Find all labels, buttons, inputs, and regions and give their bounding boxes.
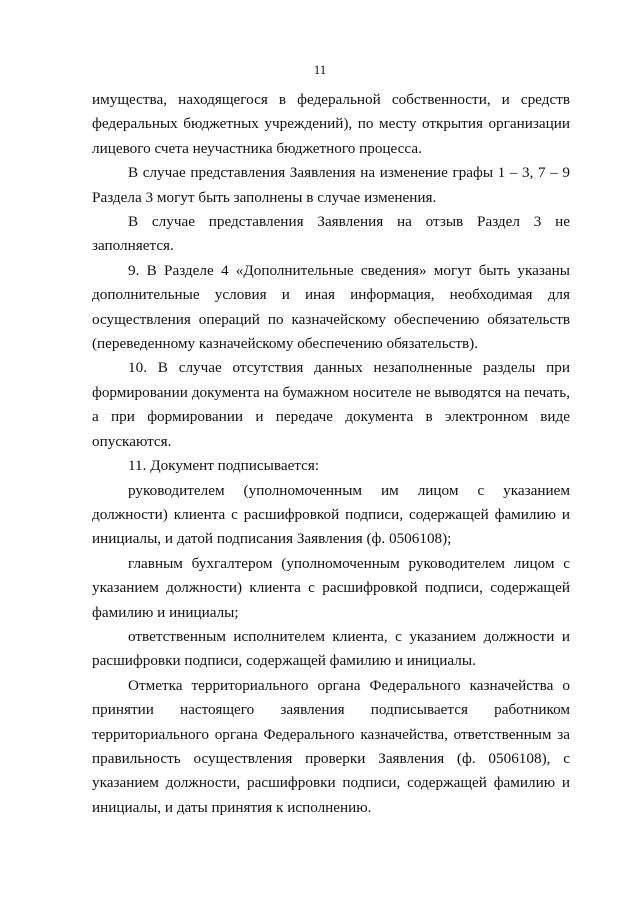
paragraph-signer-executor: ответственным исполнителем клиента, с указанием должности и расшифровки подписи, содержащей фамилию и инициалы. <box>92 627 570 670</box>
paragraph-item-11: 11. Документ подписывается: <box>128 457 320 475</box>
paragraph-revoke-statement: В случае представления Заявления на отзыв Раздел 3 не заполняется. <box>92 213 570 255</box>
paragraph-change-statement: В случае представления Заявления на изменение графы 1 – 3, 7 – 9 Раздела 3 могут быть заполнены в случае изменения. <box>92 164 570 206</box>
document-body <box>92 88 570 820</box>
paragraph-continuation: имущества, находящегося в федеральной собственности, и средств федеральных бюджетных учреждений), по месту открытия организации лицевого счета неучастника бюджетного процесса. <box>92 91 570 157</box>
paragraph-item-10: 10. В случае отсутствия данных незаполненные разделы при формировании документа на бумажном носителе не выводятся на печать, а при формировании и передаче документа в электронном виде опускаются. <box>92 359 570 450</box>
paragraph-item-9: 9. В Разделе 4 «Дополнительные сведения» могут быть указаны дополнительные условия и иная информация, необходимая для осуществления операций по казначейскому обеспечению обязательств (переведенному казначейскому обеспечению обязательств). <box>92 261 570 353</box>
paragraph-signer-head: руководителем (уполномоченным им лицом с указанием должности) клиента с расшифровкой подписи, содержащей фамилию и инициалы, и датой подписания Заявления (ф. 0506108); <box>92 481 570 548</box>
paragraph-treasury-mark: Отметка территориального органа Федерального казначейства о принятии настоящего заявления подписывается работником территориального органа Федерального казначейства, ответственным за правильность осуществления проверки Заявления (ф. 0506108), с указанием должности, расшифровки подписи, содержащей фамилию и инициалы, и даты принятия к исполнению. <box>92 676 570 816</box>
paragraph-signer-accountant: главным бухгалтером (уполномоченным руководителем лицом с указанием должности) клиента с расшифровкой подписи, содержащей фамилию и инициалы; <box>92 554 570 621</box>
page-number: 11 <box>313 62 327 77</box>
